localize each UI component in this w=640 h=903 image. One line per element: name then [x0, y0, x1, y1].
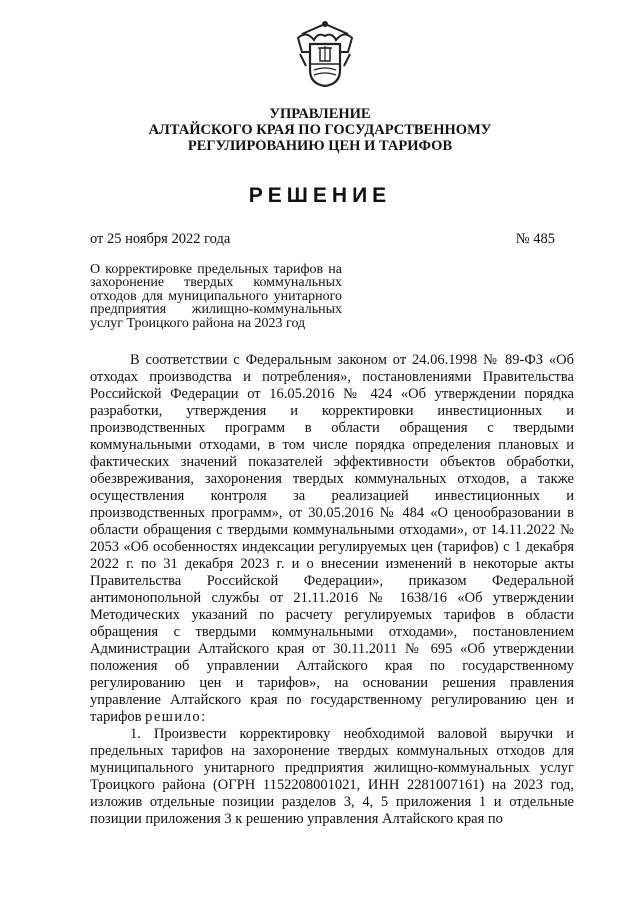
agency-line: УПРАВЛЕНИЕ [269, 106, 371, 122]
preamble-text: В соответствии с Федеральным законом от 24.06.1998 № 89-ФЗ «Об отходах производства и потребления», постановлениями Правительства Российской Федерации от 16.05.2016 № 424 «Об утверждении порядка разработки, утверждения и корректировки инвестиционных и производственных программ в области обращения с твердыми коммунальными отходами, в том числе порядка определения плановых и фактических значений показателей эффективности объектов обработки, обезвреживания, захоронения твердых коммунальных отходов, а также осуществления контроля за реализацией инвестиционных и производственных программ», от 30.05.2016 № 484 «О ценообразовании в области обращения с твердыми коммунальными отходами», от 14.11.2022 № 2053 «Об особенностях индексации регулируемых цен (тарифов) с 1 декабря 2022 г. по 31 декабря 2023 г. и о внесении изменений в некоторые акты Правительства Российской Федерации», приказом Федеральной антимонопольной службы от 21.11.2016 № 1638/16 «Об утверждении Методических указаний по расчету регулируемых тарифов в области обращения с твердыми коммунальными отходами», постановлением Администрации Алтайского края от 30.11.2011 № 695 «Об утверждении положения об управлении Алтайского края по государственному регулированию цен и тарифов», на основании решения правления управление Алтайского края по государственному регулированию цен и тарифов [90, 352, 574, 725]
agency-line: РЕГУЛИРОВАНИЮ ЦЕН И ТАРИФОВ [187, 138, 453, 154]
document-number: № 485 [515, 231, 555, 247]
agency-name [0, 106, 640, 154]
agency-line: АЛТАЙСКОГО КРАЯ ПО ГОСУДАРСТВЕННОМУ [148, 122, 492, 138]
paragraph-preamble [90, 352, 574, 726]
paragraph-item-1: 1. Произвести корректировку необходимой валовой выручки и предельных тарифов на захоронение твердых коммунальных отходов для муниципального унитарного предприятия жилищно-коммунальных услуг Троицкого района (ОГРН 1152208001021, ИНН 2281007161) на 2023 год, изложив отдельные позиции разделов 3, 4, 5 приложения 1 и отдельные позиции приложения 3 к решению управления Алтайского края по [90, 726, 574, 827]
coat-of-arms-icon [296, 20, 354, 88]
document-date: от 25 ноября 2022 года [90, 231, 231, 247]
document-title: РЕШЕНИЕ [248, 184, 392, 207]
document-subject: О корректировке предельных тарифов на захоронение твердых коммунальных отходов для муниципального унитарного предприятия жилищно-коммунальных услуг Троицкого района на 2023 год [90, 262, 342, 331]
decided-word: решило: [145, 709, 207, 725]
document-body [90, 352, 574, 828]
